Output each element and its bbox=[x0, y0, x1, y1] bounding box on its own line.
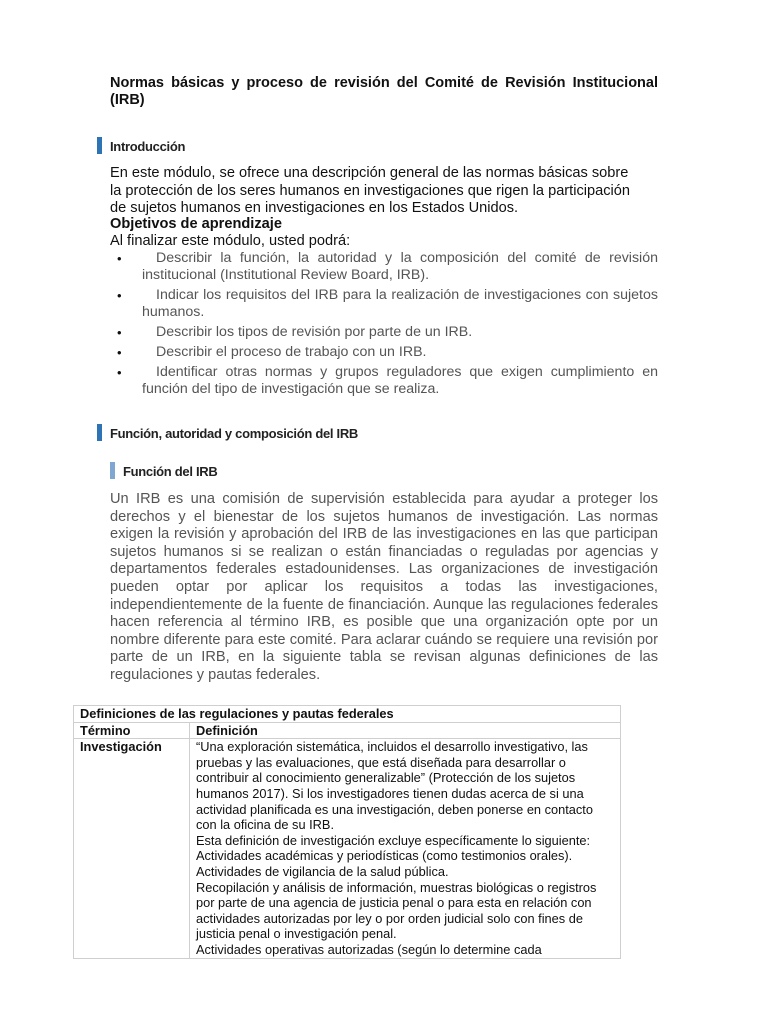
heading-accent-bar bbox=[110, 462, 115, 479]
table-caption: Definiciones de las regulaciones y pautas federales bbox=[74, 706, 621, 723]
definitions-table bbox=[73, 705, 621, 959]
definition-line: “Una exploración sistemática, incluidos el desarrollo investigativo, las pruebas y las evaluaciones, que está diseñada para desarrollar o contribuir al conocimiento generalizable” (Protección de los sujetos humanos 2017). Si los investigadores tienen dudas acerca de si una actividad planificada es una investigación, deben ponerse en contacto con la oficina de su IRB. bbox=[196, 739, 593, 833]
list-item: • Identificar otras normas y grupos reguladores que exigen cumplimiento en función del tipo de investigación que se realiza. bbox=[117, 364, 658, 397]
heading-text: Función, autoridad y composición del IRB bbox=[110, 426, 359, 441]
list-item: • Describir los tipos de revisión por parte de un IRB. bbox=[117, 324, 473, 340]
table-row bbox=[74, 739, 621, 958]
objectives-lead: Al finalizar este módulo, usted podrá: bbox=[110, 233, 351, 249]
objectives-list bbox=[110, 250, 658, 401]
heading-text: Función del IRB bbox=[123, 464, 218, 479]
objectives-title: Objetivos de aprendizaje bbox=[110, 216, 282, 232]
definition-line: Recopilación y análisis de información, muestras biológicas o registros por parte de una agencia de justicia penal o para esta en relación con actividades autorizadas por ley o por orden judicial solo con fines de justicia penal o investigación penal. bbox=[196, 879, 597, 942]
list-item: • Describir el proceso de trabajo con un IRB. bbox=[117, 344, 427, 360]
intro-paragraph: En este módulo, se ofrece una descripción general de las normas básicas sobre la protección de los seres humanos en investigaciones que rigen la participación de sujetos humanos en investigaciones en los Estados Unidos. bbox=[110, 165, 631, 216]
irb-function-paragraph: Un IRB es una comisión de supervisión establecida para ayudar a proteger los derechos y el bienestar de los sujetos humanos de investigación. Las normas exigen la revisión y aprobación del IRB de las investigaciones en las que participan sujetos humanos si se realizan o están financiadas o reguladas por agencias y departamentos federales estadounidenses. Las organizaciones de investigación pueden optar por aplicar los requisitos a todas las investigaciones, independientemente de la fuente de financiación. Aunque las regulaciones federales hacen referencia al término IRB, es posible que una organización opte por un nombre diferente para este comité. Para aclarar cuándo se requiere una revisión por parte de un IRB, en la siguiente tabla se revisan algunas definiciones de las regulaciones y pautas federales. bbox=[110, 491, 658, 683]
document-title: Normas básicas y proceso de revisión del Comité de Revisión Institucional (IRB) bbox=[110, 75, 658, 108]
definitions-table-region bbox=[73, 705, 633, 970]
bullet-icon: • bbox=[117, 365, 122, 380]
heading-accent-bar bbox=[97, 424, 102, 441]
term-cell: Investigación bbox=[74, 739, 190, 958]
definition-line: Actividades académicas y periodísticas (como testimonios orales). bbox=[196, 848, 573, 864]
bullet-icon: • bbox=[117, 325, 122, 340]
definition-cell bbox=[190, 739, 621, 958]
list-item: • Indicar los requisitos del IRB para la realización de investigaciones con sujetos humanos. bbox=[117, 287, 658, 320]
bullet-icon: • bbox=[117, 251, 122, 266]
bullet-icon: • bbox=[117, 288, 122, 303]
list-item: • Describir la función, la autoridad y la composición del comité de revisión institucional (Institutional Review Board, IRB). bbox=[117, 250, 658, 283]
heading-accent-bar bbox=[97, 137, 102, 154]
section-heading-introduction bbox=[110, 139, 185, 154]
definition-line: Actividades de vigilancia de la salud pública. bbox=[196, 863, 449, 879]
heading-text: Introducción bbox=[110, 139, 186, 154]
table-caption-row bbox=[74, 706, 621, 723]
subsection-heading-irb-function bbox=[123, 464, 217, 479]
column-header-definition: Definición bbox=[190, 722, 621, 739]
definition-line: Esta definición de investigación excluye específicamente lo siguiente: bbox=[196, 832, 591, 848]
section-heading-function-authority bbox=[110, 426, 358, 441]
definition-line: Actividades operativas autorizadas (según lo determine cada bbox=[196, 941, 542, 957]
bullet-icon: • bbox=[117, 345, 122, 360]
column-header-term: Término bbox=[74, 722, 190, 739]
table-header-row bbox=[74, 722, 621, 739]
